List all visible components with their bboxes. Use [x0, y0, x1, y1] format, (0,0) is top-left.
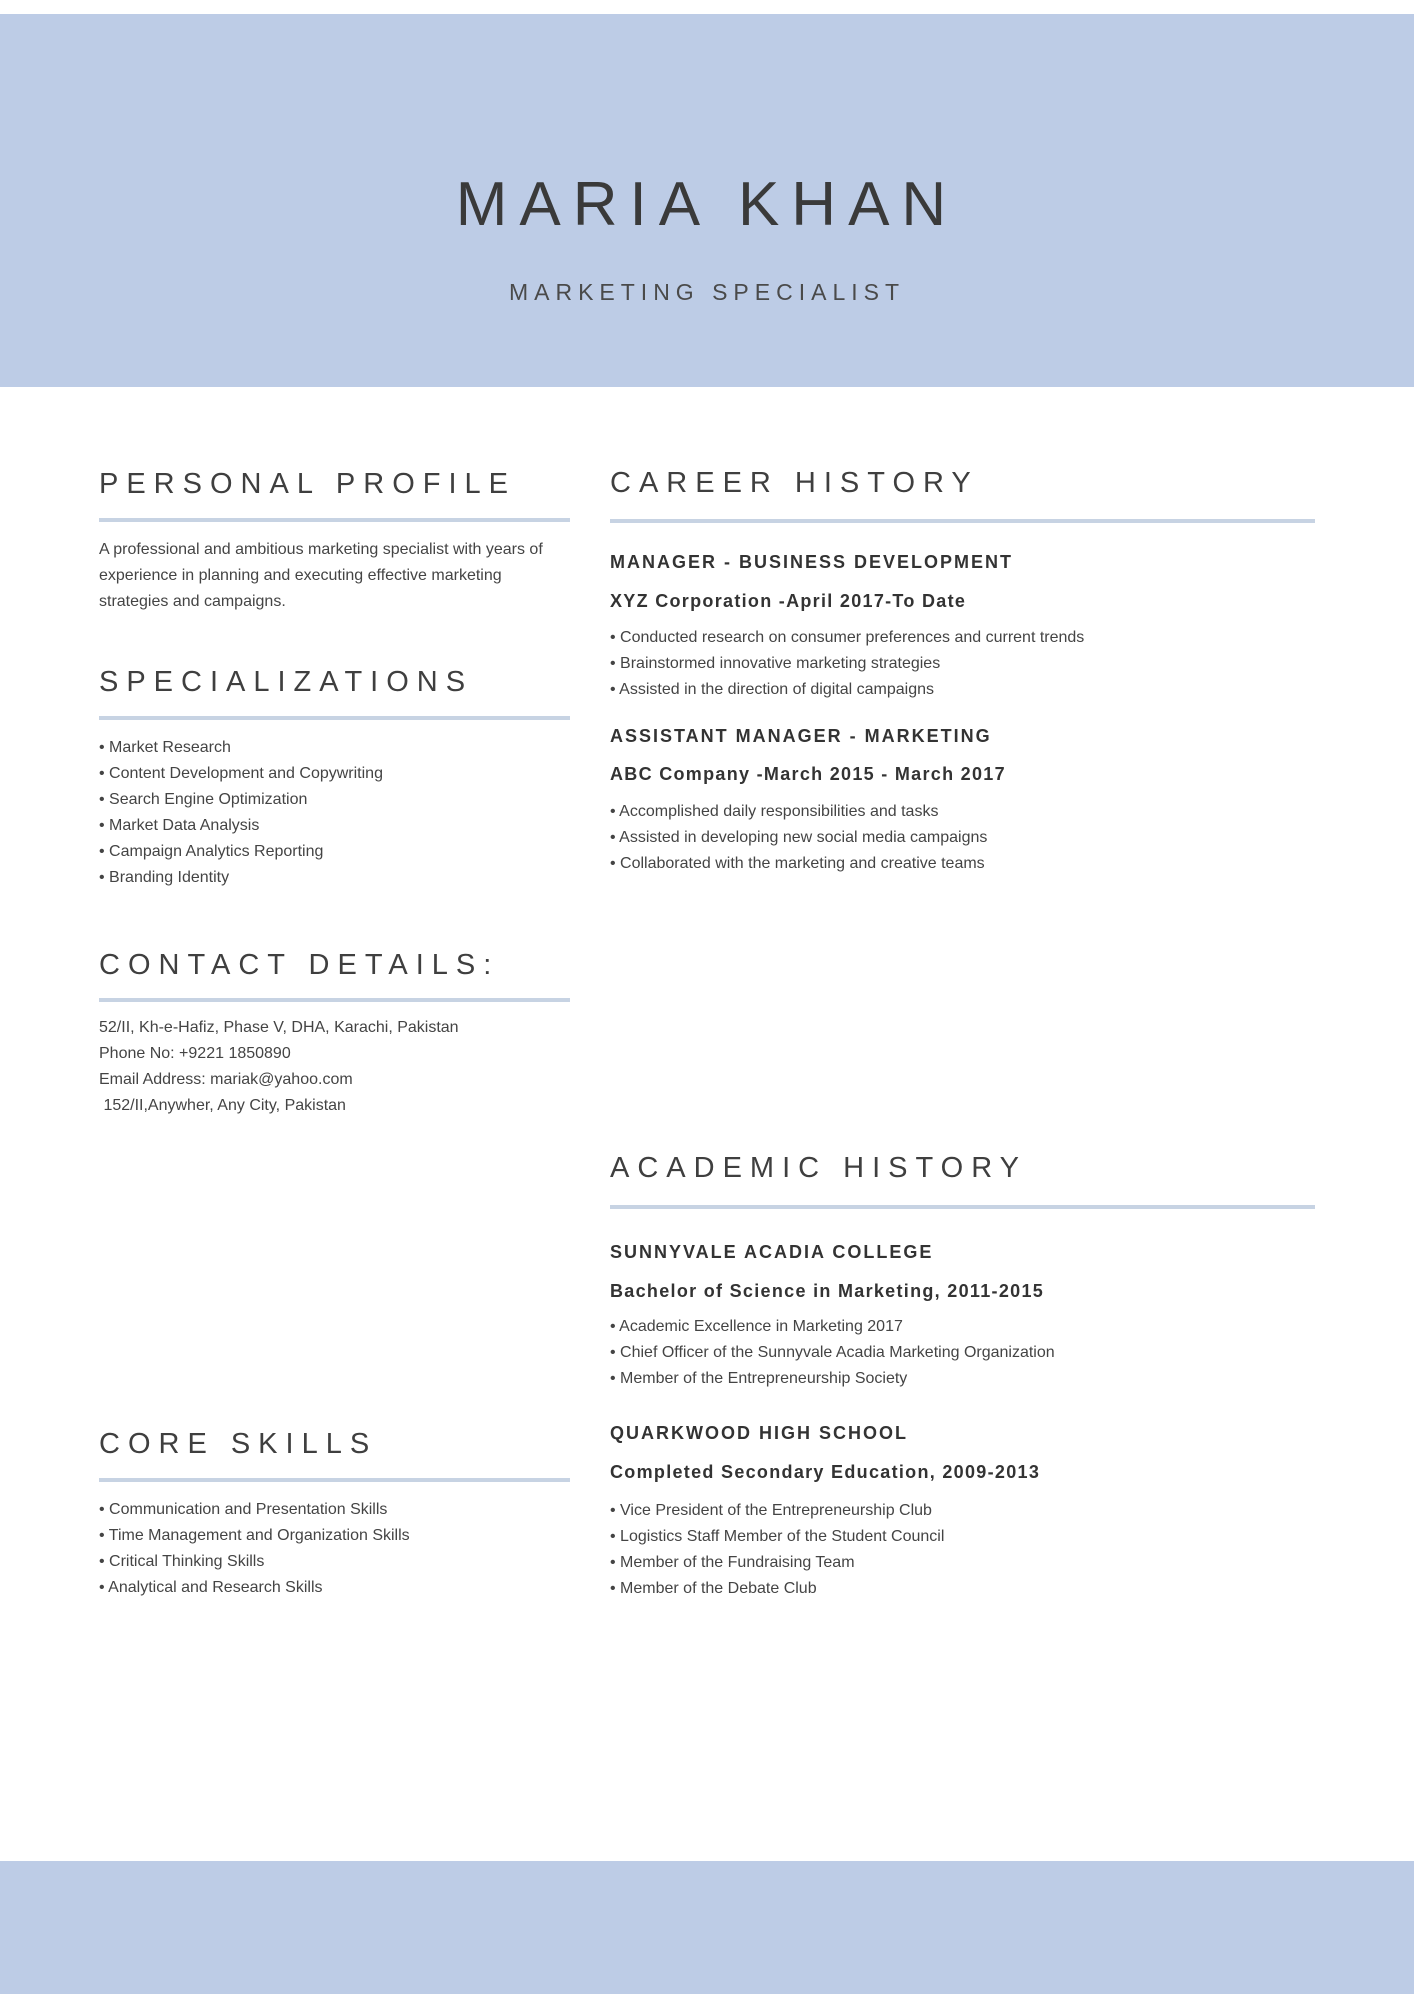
list-item: • Chief Officer of the Sunnyvale Acadia Marketing Organization — [610, 1340, 1055, 1366]
contact-address-alt: 152/II,Anywher, Any City, Pakistan — [99, 1097, 346, 1114]
job-bullets — [610, 799, 987, 877]
list-item: • Market Data Analysis — [99, 813, 383, 839]
contact-details-title: CONTACT DETAILS: — [99, 949, 500, 981]
list-item: • Branding Identity — [99, 865, 383, 891]
career-history-title: CAREER HISTORY — [610, 467, 979, 499]
list-item: • Critical Thinking Skills — [99, 1549, 410, 1575]
candidate-name: MARIA KHAN — [455, 170, 959, 239]
footer-band — [0, 1861, 1414, 1994]
list-item: • Content Development and Copywriting — [99, 761, 383, 787]
list-item: • Assisted in the direction of digital campaigns — [610, 677, 1084, 703]
list-item: • Vice President of the Entrepreneurship Club — [610, 1498, 944, 1524]
school-name: QUARKWOOD HIGH SCHOOL — [610, 1423, 908, 1443]
personal-profile-title: PERSONAL PROFILE — [99, 468, 517, 500]
list-item: • Member of the Entrepreneurship Society — [610, 1366, 1055, 1392]
academic-history-title: ACADEMIC HISTORY — [610, 1152, 1027, 1184]
list-item: • Collaborated with the marketing and creative teams — [610, 851, 987, 877]
school-bullets — [610, 1498, 944, 1602]
list-item: • Time Management and Organization Skills — [99, 1523, 410, 1549]
job-title: ASSISTANT MANAGER - MARKETING — [610, 726, 992, 746]
school-name: SUNNYVALE ACADIA COLLEGE — [610, 1242, 934, 1262]
career-history-divider — [610, 519, 1315, 523]
list-item: • Conducted research on consumer preferences and current trends — [610, 625, 1084, 651]
contact-email: Email Address: mariak@yahoo.com — [99, 1071, 353, 1088]
list-item: • Brainstormed innovative marketing strategies — [610, 651, 1084, 677]
core-skills-list — [99, 1497, 410, 1601]
list-item: • Search Engine Optimization — [99, 787, 383, 813]
school-bullets — [610, 1314, 1055, 1392]
contact-phone: Phone No: +9221 1850890 — [99, 1045, 291, 1062]
school-degree: Bachelor of Science in Marketing, 2011-2015 — [610, 1281, 1045, 1301]
job-title: MANAGER - BUSINESS DEVELOPMENT — [610, 552, 1014, 572]
personal-profile-divider — [99, 518, 570, 522]
contact-details — [99, 1015, 459, 1119]
list-item: • Communication and Presentation Skills — [99, 1497, 410, 1523]
list-item: • Market Research — [99, 735, 383, 761]
personal-profile-text: A professional and ambitious marketing specialist with years of experience in planning and executing effective marketing strategies and campaigns. — [99, 541, 543, 610]
core-skills-title: CORE SKILLS — [99, 1428, 378, 1460]
contact-address: 52/II, Kh-e-Hafiz, Phase V, DHA, Karachi, Pakistan — [99, 1019, 459, 1036]
school-degree: Completed Secondary Education, 2009-2013 — [610, 1462, 1041, 1482]
job-company: XYZ Corporation -April 2017-To Date — [610, 591, 967, 611]
specializations-list — [99, 735, 383, 891]
job-company: ABC Company -March 2015 - March 2017 — [610, 764, 1006, 784]
list-item: • Member of the Debate Club — [610, 1576, 944, 1602]
specializations-divider — [99, 716, 570, 720]
candidate-role: MARKETING SPECIALIST — [508, 279, 906, 305]
list-item: • Campaign Analytics Reporting — [99, 839, 383, 865]
specializations-title: SPECIALIZATIONS — [99, 666, 474, 698]
job-bullets — [610, 625, 1084, 703]
list-item: • Analytical and Research Skills — [99, 1575, 410, 1601]
list-item: • Logistics Staff Member of the Student Council — [610, 1524, 944, 1550]
list-item: • Member of the Fundraising Team — [610, 1550, 944, 1576]
contact-details-divider — [99, 998, 570, 1002]
core-skills-divider — [99, 1478, 570, 1482]
list-item: • Academic Excellence in Marketing 2017 — [610, 1314, 1055, 1340]
list-item: • Assisted in developing new social media campaigns — [610, 825, 987, 851]
academic-history-divider — [610, 1205, 1315, 1209]
list-item: • Accomplished daily responsibilities and tasks — [610, 799, 987, 825]
